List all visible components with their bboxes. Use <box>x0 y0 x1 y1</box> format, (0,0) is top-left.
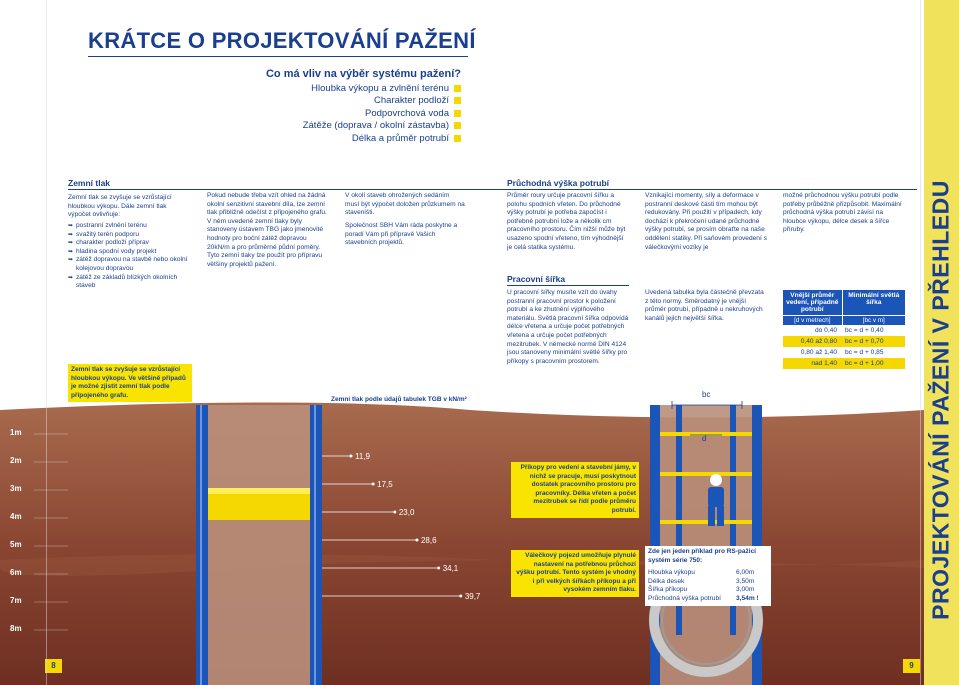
d-label: d <box>702 434 707 443</box>
heading-rule <box>68 189 581 190</box>
roller-caption: Válečkový pojezd umožňuje plynulé nastavení na potřebnou průchozí výšku potrubí. Tento systém je vhodný i při velkých šířkách příkopu a při vysokém zemním tlaku. <box>511 550 639 597</box>
page-number-left: 8 <box>45 659 62 673</box>
depth-label: 6m <box>10 568 22 577</box>
width-table <box>783 290 905 369</box>
depth-label: 7m <box>10 596 22 605</box>
chart-point <box>437 567 440 570</box>
list-item: ➥ zátěž dopravou na stavbě nebo okolní kolejovou dopravou <box>68 256 190 273</box>
factor-item: Hloubka výkopu a zvlnění terénu <box>200 82 461 95</box>
chart-point <box>415 539 418 542</box>
heading-rule-right <box>507 189 917 190</box>
guide-line <box>46 0 47 685</box>
factors-block <box>200 68 461 145</box>
chart-caption: Zemní tlak podle údajů tabulek TGB v kN/m² <box>331 396 467 403</box>
soil-pressure-text-3a: V okolí staveb ohrožených sedáním musí být výpočet doložen průzkumem na staveništi. <box>345 192 465 217</box>
page-title: KRÁTCE O PROJEKTOVÁNÍ PAŽENÍ <box>88 28 476 53</box>
soil-pressure-text-3b: Společnost SBH Vám ráda poskytne a poradí Vám při přípravě Vašich stavebních projektů. <box>345 222 458 247</box>
soil-pressure-text-2: Pokud nebude třeba vzít ohled na žádná okolní senzitivní stavební díla, lze zemní tlak přibližně odečíst z připojeného grafu. V něm uvedené zemní tlaky byly stanoveny ústavem TBG jako jmenovité hodnoty pro boční zátěž dopravou 20kN/m a pro průměrné půdní poměry. Tyto zemní tlaky lze použít pro přípravu většiny projektů pažení. <box>207 192 327 268</box>
factor-item: Zátěže (doprava / okolní zástavba) <box>200 120 461 133</box>
chart-point <box>350 455 353 458</box>
heading-rule-ww <box>507 285 629 286</box>
example-row: Průchodná výška potrubí 3,54m ! <box>648 594 759 602</box>
yellow-square-icon <box>454 122 461 129</box>
list-item: ➥ zátěž ze základů blízkých okolních staveb <box>68 274 190 291</box>
chart-data-label: 17,5 <box>377 480 393 489</box>
yellow-square-icon <box>454 97 461 104</box>
example-row: Šířka příkopu 3,00m <box>648 586 755 594</box>
example-row: Hloubka výkopu 6,00m <box>648 569 755 577</box>
list-item: ➥ svažitý terén podporu <box>68 231 190 240</box>
depth-label: 3m <box>10 484 22 493</box>
table-row: nad 1,40 bc = d + 1,00 <box>783 358 905 369</box>
guide-line <box>920 0 921 685</box>
list-item: ➥ hladina spodní vody projekt <box>68 248 190 257</box>
table-header: Minimální světlá šířka <box>848 292 900 306</box>
working-width-text-1: U pracovní šířky musíte vzít do úvahy postranní pracovní prostor k položení potrubí a ke zhutnění výplňového materiálu. Světlá pracovní šířka odpovídá délce vřetena a určuje počet potřebných vřetena a určuje počet potřebných mezitrubek. V německé normě DIN 4124 jsou stanoveny minimální světlé šířky pro příkopy s pracovním prostorem. <box>507 289 629 365</box>
yellow-square-icon <box>454 110 461 117</box>
chart-data-label: 23,0 <box>398 508 415 517</box>
chart-data-label: 28,6 <box>420 536 437 545</box>
page-number-right: 9 <box>903 659 920 673</box>
clear-height-text-3: možné průchodnou výšku potrubí podle potřeby průběžně přizpůsobit. Maximální průchodná výška potrubí závisí na hloubce výkopu, délce desek a šířce příruby. <box>783 192 902 234</box>
list-item: ➥ postranní zvlnění terénu <box>68 222 190 231</box>
factors-heading: Co má vliv na výběr systému pažení? <box>265 68 461 80</box>
depth-label: 8m <box>10 624 22 633</box>
clear-height-text-1: Průměr roury určuje pracovní šířku a polohu spodních vřeten. Do průchodné výšky potrubí je potřeba započíst i potřebné potrubní lože a několik cm pracovního prostoru. Čím nižší může být usazeno spodní vřeteno, tím výhodnější je celá statika systému. <box>507 192 626 251</box>
soil-pressure-intro: Zemní tlak se zvyšuje se vzrůstající hloubkou výkopu. Dále zemní tlak výpočet ovlivňuje: <box>68 194 172 219</box>
depth-label: 2m <box>10 456 22 465</box>
table-row: 0,80 až 1,40 bc = d + 0,85 <box>800 349 884 356</box>
table-unit: [d v metrech] <box>783 316 843 325</box>
chart-data-label: 39,7 <box>464 592 481 601</box>
chart-point <box>372 483 375 486</box>
bc-label: bc <box>702 390 711 399</box>
yellow-square-icon <box>454 85 461 92</box>
table-unit: [bc v m] <box>862 317 885 324</box>
depth-label: 4m <box>10 512 22 521</box>
factor-item: Délka a průměr potrubí <box>200 132 461 145</box>
yellow-square-icon <box>454 135 461 142</box>
chart-point <box>393 511 396 514</box>
chart-data-label: 34,1 <box>442 564 459 573</box>
side-title: PROJEKTOVÁNÍ PAŽENÍ V PŘEHLEDU <box>927 180 954 620</box>
example-heading: Zde jen jeden příklad pro RS-pažicí systém série 750: <box>648 548 756 564</box>
factor-item: Podpovrchová voda <box>200 107 461 120</box>
table-row: do 0,40 bc = d + 0,40 <box>815 327 884 334</box>
example-box <box>645 546 771 606</box>
list-item: ➥ charakter podloží příprav <box>68 239 190 248</box>
chart-point <box>459 595 462 598</box>
working-width-text-2: Uvedená tabulka byla částečně převzata z této normy. Směrodatný je vnější průměr potrubí, případně u nekruhových kanálů jejich největší šířka. <box>645 289 764 322</box>
table-header: Vnější průměr vedení, případně potrubí <box>783 290 843 315</box>
table-row: 0,40 až 0,80 bc = d + 0,70 <box>783 336 905 347</box>
frame-caption: Příkopy pro vedení a stavební jámy, v nichž se pracuje, musí poskytnout dostatek pracovního prostoru pro pracovníky. Délka vřeten a počet mezitrubek se řídí podle průměru potrubí. <box>511 462 639 518</box>
clear-height-text-2: Vznikající momenty, síly a deformace v postranní deskové části tím mohou být redukovány. Při použití v případech, kdy dochází k překročení udané průchodné výšky potrubí, se prosím obraťte na naše oddělení statiky. Při saňovém provedení s válečkovými vozíky je <box>645 192 767 251</box>
soil-pressure-bullets <box>68 222 190 291</box>
soil-pressure-highlight: Zemní tlak se zvyšuje se vzrůstající hloubkou výkopu. Ve většině případů je možné zjistit zemní tlak podle přípojeného grafu. <box>68 364 192 402</box>
title-rule <box>88 56 468 57</box>
depth-label: 5m <box>10 540 22 549</box>
clear-height-heading: Průchodná výška potrubí <box>507 178 610 188</box>
factor-item: Charakter podloží <box>200 95 461 108</box>
depth-label: 1m <box>10 428 22 437</box>
chart-data-label: 11,9 <box>355 452 370 461</box>
soil-pressure-heading: Zemní tlak <box>68 178 111 188</box>
example-row: Délka desek 3,50m <box>648 577 755 585</box>
working-width-heading: Pracovní šířka <box>507 274 566 284</box>
